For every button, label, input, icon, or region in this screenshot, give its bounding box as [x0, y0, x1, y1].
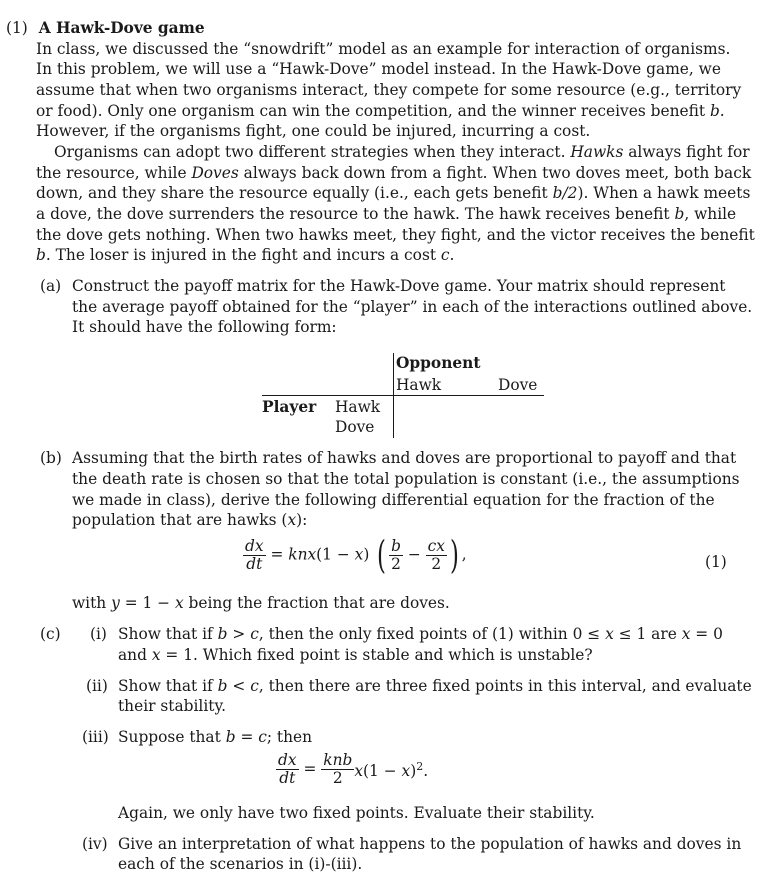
- matrix-row-hawk: Hawk: [335, 398, 381, 416]
- part-c-i-label: (i): [90, 625, 107, 643]
- part-b-label: (b): [40, 449, 62, 467]
- intro-line-2: In this problem, we will use a “Hawk-Dove” model instead. In the Hawk-Dove game, we: [36, 60, 721, 78]
- part-a-line-1: Construct the payoff matrix for the Hawk-Dove game. Your matrix should represent: [72, 277, 726, 295]
- matrix-opponent-label: Opponent: [396, 354, 481, 372]
- para2-line-2: the resource, while Doves always back down from a fight. When two doves meet, both back: [36, 164, 752, 182]
- matrix-col-dove: Dove: [498, 376, 538, 394]
- part-c-iv-line-1: Give an interpretation of what happens to the population of hawks and doves in: [118, 835, 742, 853]
- part-c-ii-label: (ii): [86, 677, 108, 695]
- para2-line-1: Organisms can adopt two different strategies when they interact. Hawks always fight for: [54, 143, 750, 161]
- part-b-line-2: the death rate is chosen so that the total population is constant (i.e., the assumptions: [72, 470, 740, 488]
- intro-line-3: assume that when two organisms interact, they compete for some resource (e.g., territory: [36, 81, 742, 99]
- matrix-player-label: Player: [262, 398, 317, 416]
- problem-heading: [6, 18, 205, 39]
- equation-1: $\frac{dx}{dt}$ = knx(1 − x) ( $\frac{b}{2}$ − $\frac{cx}{2}$ ) ,: [245, 533, 467, 577]
- equation-1-number: (1): [705, 553, 727, 571]
- para2-line-5: the dove gets nothing. When two hawks meet, they fight, and the victor receives the benefit: [36, 226, 755, 244]
- part-c-label: (c): [40, 625, 61, 643]
- intro-line-4: or food). Only one organism can win the competition, and the winner receives benefit b.: [36, 102, 725, 120]
- part-b-line-4: population that are hawks (x):: [72, 511, 308, 529]
- intro-line-1: In class, we discussed the “snowdrift” model as an example for interaction of organisms.: [36, 40, 731, 58]
- para2-line-6: b. The loser is injured in the fight and incurs a cost c.: [36, 246, 455, 264]
- matrix-col-hawk: Hawk: [396, 376, 442, 394]
- intro-line-5: However, if the organisms fight, one could be injured, incurring a cost.: [36, 122, 591, 140]
- part-b-line-1: Assuming that the birth rates of hawks and doves are proportional to payoff and that: [72, 449, 737, 467]
- part-a-label: (a): [40, 277, 62, 295]
- part-b-after: with y = 1 − x being the fraction that are doves.: [72, 594, 450, 612]
- part-c-i-line-1: Show that if b > c, then the only fixed points of (1) within 0 ≤ x ≤ 1 are x = 0: [118, 625, 723, 643]
- para2-line-4: a dove, the dove surrenders the resource to the hawk. The hawk receives benefit b, while: [36, 205, 737, 223]
- para2-line-3: down, and they share the resource equally (i.e., each gets benefit b/2). When a hawk meets: [36, 184, 751, 202]
- part-c-iv-label: (iv): [82, 835, 108, 853]
- problem-number: (1): [6, 19, 28, 37]
- matrix-row-dove: Dove: [335, 418, 375, 436]
- matrix-vertical-rule: [393, 353, 394, 438]
- part-a-line-3: It should have the following form:: [72, 318, 337, 336]
- part-c-ii-line-2: their stability.: [118, 697, 226, 715]
- part-c-ii-line-1: Show that if b < c, then there are three fixed points in this interval, and evaluate: [118, 677, 752, 695]
- equation-iii: $\frac{dx}{dt}$ = $\frac{\text{knb}}{2}$ $x(1 - x)^2$.: [278, 751, 429, 787]
- matrix-horizontal-rule: [262, 395, 544, 396]
- part-b-line-3: we made in class), derive the following differential equation for the fraction of the: [72, 491, 715, 509]
- part-c-iv-line-2: each of the scenarios in (i)-(iii).: [118, 855, 363, 873]
- part-c-iii-label: (iii): [82, 728, 109, 746]
- part-c-i-line-2: and x = 1. Which fixed point is stable and which is unstable?: [118, 646, 593, 664]
- part-c-iii-after: Again, we only have two fixed points. Evaluate their stability.: [118, 804, 595, 822]
- part-a-line-2: the average payoff obtained for the “player” in each of the interactions outlined above.: [72, 298, 753, 316]
- part-c-iii-line-1: Suppose that b = c; then: [118, 728, 313, 746]
- problem-title: A Hawk-Dove game: [38, 19, 205, 37]
